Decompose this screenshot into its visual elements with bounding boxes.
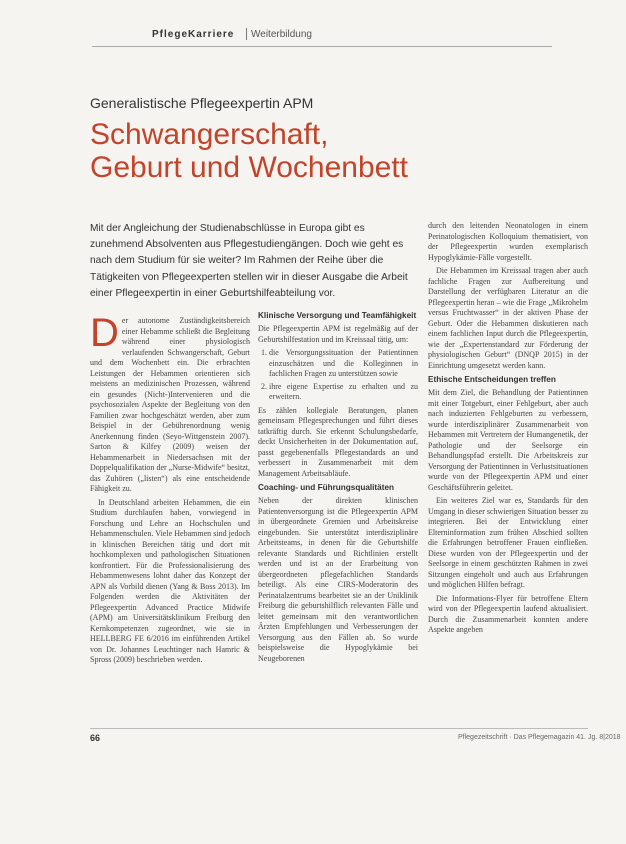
article-kicker: Generalistische Pflegeexpertin APM bbox=[90, 95, 314, 111]
header-divider bbox=[246, 28, 247, 40]
col2-paragraph-2: Es zählen kollegiale Beratungen, planen gemeinsam Pflegesprechungen und führt dieses tatkräftig durch. Sie erkennt Schulungsbedarfe, deckt Unsicherheiten in der Dokumentation auf, passt gegebenenfalls Pflegestandards an und verbessert in Zusammenarbeit mit dem Management Arbeitsabläufe. bbox=[258, 405, 418, 478]
header-rule bbox=[92, 46, 552, 47]
body-column-1 bbox=[90, 311, 250, 669]
col2-list-item-2: 2. ihre eigene Expertise zu erhalten und zu erweitern. bbox=[269, 382, 418, 403]
col3-paragraph-5: Die Informations-Flyer für betroffene Eltern wird von der Pflegeexpertin laufend aktualisiert. Durch die Zusammenarbeit konnten andere Aspekte angeben bbox=[428, 593, 588, 634]
body-column-3 bbox=[428, 221, 588, 639]
article-title bbox=[90, 118, 408, 184]
col3-paragraph-1: durch den leitenden Neonatologen in einem Perinatologischen Kolloquium thematisiert, von der Pflegeexpertin wurden exemplarisch Hypoglykämie-Fälle vorgestellt. bbox=[428, 221, 588, 262]
subheading-coaching: Coaching- und Führungsqualitäten bbox=[258, 483, 394, 492]
col2-numbered-list bbox=[258, 348, 418, 403]
col1-paragraph-1: er autonome Zuständigkeitsbereich einer Hebamme schließt die Begleitung während einer physiologisch verlaufenden Schwangerschaft, Geburt und dem Wochenbett ein. Die erbrachten Leistungen der Hebammen orientieren sich meistens an medizinischen Prozessen, während ein gesundes (Nicht-)Intervenieren und die psychosozialen Aspekte der Begleitung von den Familien zwar hochgeschätzt werden, aber zum Beispiel in der Gebührenordnung wenig Anerkennung finden (Seyo-Wittgenstein 2007). Sarton & Kilfey (2009) weisen der Hebammenarbeit in Niedersachsen mit der Doppelqualifikation der „Nurse-Midwife“ besitzt, das Zuhören („listen“) als eine entscheidende Fähigkeit zu. bbox=[90, 316, 250, 493]
drop-cap: D bbox=[90, 311, 119, 355]
col2-list-item-1: 1. die Versorgungssituation der Patientinnen einzuschätzen und die Kolleginnen in fachlichen Fragen zu unterstützen sowie bbox=[269, 348, 418, 380]
article-lead: Mit der Angleichung der Studienabschlüsse in Europa gibt es zunehmend Absolventen aus Pflegestudiengängen. Doch wie geht es nach dem Studium für sie weiter? Im Rahmen der Reihe über die Tätigkeiten von Pflegeexperten stellen wir in dieser Ausgabe die Arbeit einer Pflegeexpertin in einer Geburtshilfeabteilung vor. bbox=[90, 223, 408, 299]
col3-paragraph-3: Mit dem Ziel, die Behandlung der Patientinnen mit einer Totgeburt, einer Fehlgeburt, aber auch nach induzierten Fehlgeburten zu verbessern, wurde interdisziplinärer Zusammenarbeit von Hebammen mit Vertretern der Humangenetik, der Pathologie und der Seelsorge ein Behandlungspfad erstellt. Die Arbeitskreis zur Versorgung der Patientinnen in Verlustsituationen wurde von der Pflegeexpertin APM und einer Geschäftsführerin geleitet. bbox=[428, 388, 588, 492]
article-title-line-1: Schwangerschaft, bbox=[90, 118, 329, 151]
article-title-line-2: Geburt und Wochenbett bbox=[90, 151, 408, 184]
col3-paragraph-2: Die Hebammen im Kreissaal tragen aber auch fachliche Fragen zur Aufbereitung und Darstellung der verfügbaren Literatur an die Pflegeexpertin heran – wie die Frage „Mikrohelm versus Fruchtwasser“ in der aktiven Phase der Geburt. Oder die Hebammen diskutieren nach einem fachlichen Input durch die Pflegeexpertin, wie der „Expertenstandard zur Förderung der physiologischen Geburt“ (DNQP 2015) in der Einrichtung umgesetzt werden kann. bbox=[428, 266, 588, 370]
subheading-ethics: Ethische Entscheidungen treffen bbox=[428, 375, 556, 384]
footer-rule bbox=[90, 728, 588, 729]
subheading-clinical-care: Klinische Versorgung und Teamfähigkeit bbox=[258, 311, 417, 320]
header-subsection-label: Weiterbildung bbox=[251, 29, 312, 40]
body-column-2 bbox=[258, 308, 418, 667]
page-number: 66 bbox=[90, 733, 101, 743]
header-section-label: PflegeKarriere bbox=[152, 29, 235, 40]
col3-paragraph-4: Ein weiteres Ziel war es, Standards für den Umgang in dieser schwierigen Situation besser zu integrieren. Bei der Entwicklung einer Elterninformation zum frühen Abschied sollten die Erfahrungen betroffener Frauen einfließen. Diese wurden von der Pflegeexpertin und der Seelsorge in einem geschützten Rahmen in zwei Sitzungen eingeholt und auch aus Erfahrungen und möglichen Hilfen befragt. bbox=[428, 496, 588, 589]
col2-paragraph-3: Neben der direkten klinischen Patientenversorgung ist die Pflegeexpertin APM in übergeordnete Gremien und Arbeitskreise eingebunden. Sie unterstützt interdisziplinäre Arbeitsteams, in denen für die Geburtshilfe relevante Standards und Richtlinien erstellt werden und ist an der Erarbeitung von übergeordneten pflegefachlichen Standards beteiligt. Als eine CIRS-Moderatorin des Perinatalzentrums bearbeitet sie an der Uniklinik Freiburg die geburtshilflich relevanten Fälle und leitet gemeinsam mit den verantwortlichen Ärzten Empfehlungen und Verbesserungen der Versorgung aus den Fällen ab. So wurde beispielsweise die Hypoglykämie bei Neugeborenen bbox=[258, 496, 418, 663]
col2-paragraph-1: Die Pflegeexpertin APM ist regelmäßig auf der Geburtshilfestation und im Kreissaal tätig, um: bbox=[258, 324, 418, 344]
col1-paragraph-2: In Deutschland arbeiten Hebammen, die ein Studium durchlaufen haben, vorwiegend in Forschung und Lehre an Hochschulen und Hebammenschulen. Viele Hebammen sind jedoch in klinischen Bereichen tätig und dort mit hochkomplexen und pathologischen Situationen konfrontiert. Für die Professionalisierung des Hebammenwesens lohnt daher das Konzept der APN als Vorbild dienen (Yang & Boss 2013). Im Folgenden werden die Aktivitäten der Pflegeexpertin Advanced Practice Midwife (APM) am Universitätsklinikum Freiburg den Kernkompetenzen zugeordnet, wie sie in HELLBERG FE 6/2016 im einführenden Artikel von Dr. Johannes Leuchtinger nach Hamric & Spross (2009) beschrieben werden. bbox=[90, 497, 250, 664]
footer-publication-info: Pflegezeitschrift · Das Pflegemagazin 41. Jg. 8|2018 bbox=[458, 734, 621, 741]
